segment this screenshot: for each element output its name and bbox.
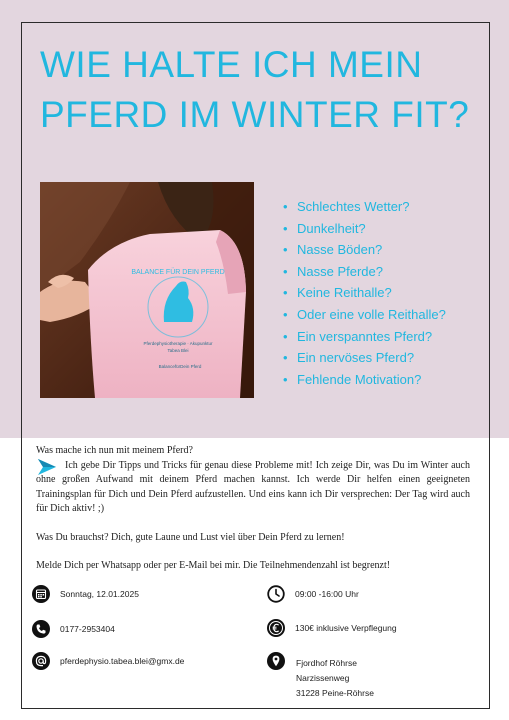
intro-paragraph: Ich gebe Dir Tipps und Tricks für genau diese Probleme mit! Ich zeige Dir, was Du im Winter auch ohne großen Aufwand mit deinem Pferd machen kannst. Ich werde Dir helfen einen geeigneten Trainingsplan für Dich und Dein Pferd aufzustellen. Und eins kann ich Dir versprechen: Der Tag wird auch für Dich aktiv! ;) [36, 459, 470, 514]
photo-illustration [40, 182, 254, 398]
calendar-icon [32, 585, 50, 603]
list-item: • Ein verspanntes Pferd? [283, 328, 433, 344]
photo-therapist-with-horse [40, 182, 254, 398]
price-text: 130€ inklusive Verpflegung [295, 622, 397, 633]
date-text: Sonntag, 12.01.2025 [60, 588, 139, 599]
price-item [267, 619, 397, 637]
email-item [32, 652, 184, 670]
arrow-icon [36, 458, 58, 476]
location-item [267, 652, 285, 670]
phone-icon [32, 620, 50, 638]
list-item: • Nasse Böden? [283, 242, 383, 258]
shirt-logo-text: BALANCE FÜR DEIN PFERD [131, 269, 225, 276]
list-item: • Nasse Pferde? [283, 263, 383, 279]
phone-item [32, 620, 115, 638]
list-item: • Keine Reithalle? [283, 285, 392, 301]
euro-icon [267, 619, 285, 637]
date-item [32, 585, 139, 603]
time-text: 09:00 -16:00 Uhr [295, 588, 359, 599]
address-line-2: Narzissenweg [296, 673, 350, 683]
page-title: WIE HALTE ICH MEIN PFERD IM WINTER FIT? [40, 44, 470, 135]
location-pin-icon [267, 652, 285, 670]
phone-text: 0177-2953404 [60, 623, 115, 634]
question-line: Was mache ich nun mit meinem Pferd? [36, 445, 193, 456]
list-item: • Schlechtes Wetter? [283, 199, 410, 214]
shirt-line-1: Pferdephysiotherapie · Akupunktur [143, 341, 213, 346]
list-item: • Oder eine volle Reithalle? [283, 306, 446, 322]
at-icon [32, 652, 50, 670]
contact-paragraph: Melde Dich per Whatsapp oder per E-Mail bei mir. Die Teilnehmendenzahl ist begrenzt! [36, 560, 391, 571]
address-line-3: 31228 Peine-Röhrse [296, 688, 374, 698]
address-line-1: Fjordhof Röhrse [296, 658, 357, 668]
shirt-line-2: Tabea Blei [167, 348, 189, 353]
clock-icon [267, 585, 285, 603]
list-item: • Dunkelheit? [283, 220, 366, 236]
list-item: • Fehlende Motivation? [283, 371, 422, 387]
question-list [283, 196, 446, 390]
address-block [296, 656, 374, 701]
needs-paragraph: Was Du brauchst? Dich, gute Laune und Lust viel über Dein Pferd zu lernen! [36, 531, 345, 543]
shirt-line-3: BalancefürDein Pferd [158, 364, 202, 369]
email-text: pferdephysio.tabea.blei@gmx.de [60, 655, 185, 666]
list-item: • Ein nervöses Pferd? [283, 350, 415, 366]
time-item [267, 585, 359, 603]
body-text [36, 444, 470, 574]
